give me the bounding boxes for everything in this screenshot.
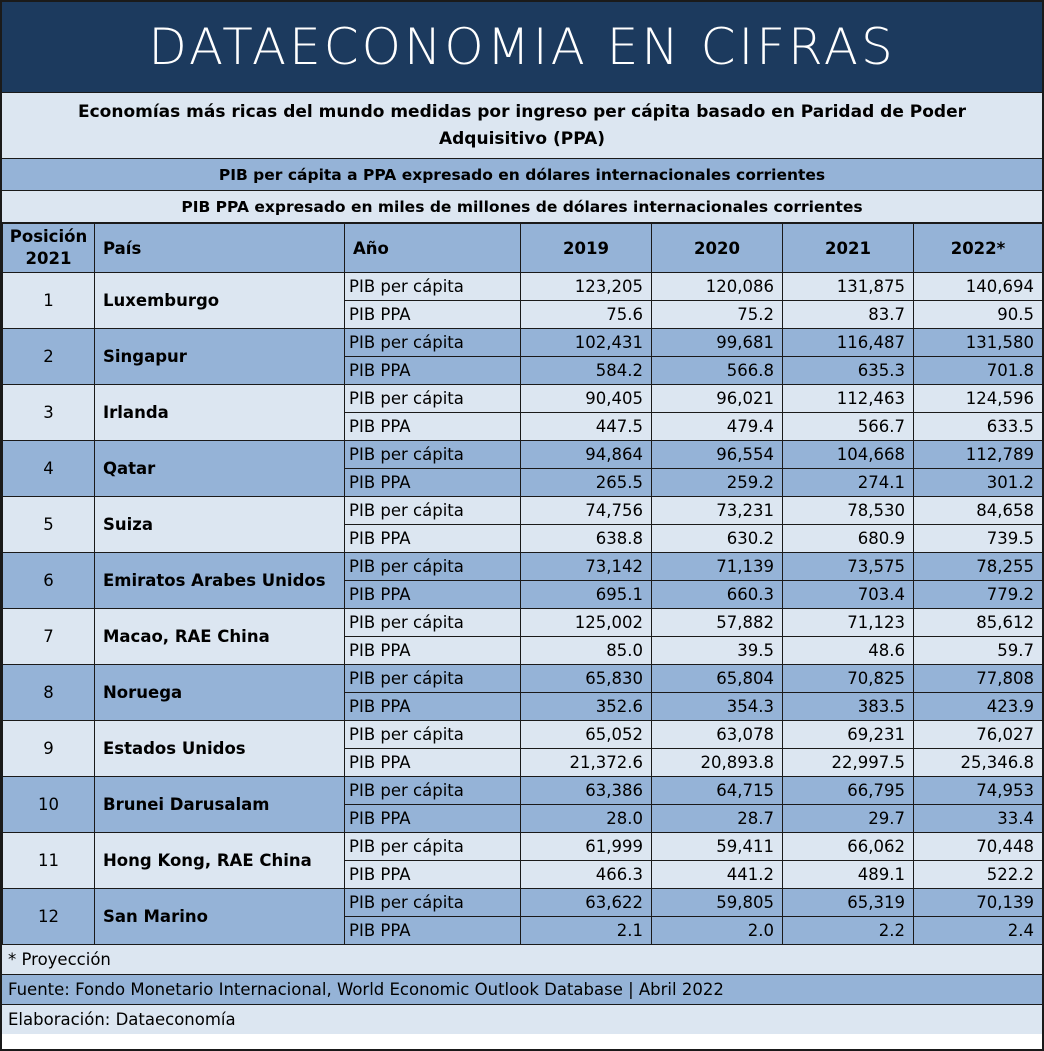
value-cell: 102,431 — [521, 329, 652, 357]
rank-cell: 12 — [3, 889, 95, 945]
value-cell: 120,086 — [652, 273, 783, 301]
table-row — [3, 329, 1043, 357]
value-cell: 638.8 — [521, 525, 652, 553]
value-cell: 75.2 — [652, 301, 783, 329]
value-cell: 116,487 — [783, 329, 914, 357]
rank-cell: 1 — [3, 273, 95, 329]
table-body — [3, 273, 1043, 945]
value-cell: 85,612 — [914, 609, 1043, 637]
rank-cell: 5 — [3, 497, 95, 553]
table-row — [3, 609, 1043, 637]
footnote-credit: Elaboración: Dataeconomía — [2, 1005, 1042, 1034]
value-cell: 84,658 — [914, 497, 1043, 525]
header-country: País — [95, 224, 345, 273]
table-row — [3, 665, 1043, 693]
header-row — [3, 224, 1043, 273]
footnote-projection: * Proyección — [2, 945, 1042, 975]
value-cell: 63,386 — [521, 777, 652, 805]
metric-ppa-label: PIB PPA — [345, 637, 521, 665]
value-cell: 64,715 — [652, 777, 783, 805]
value-cell: 265.5 — [521, 469, 652, 497]
rank-cell: 7 — [3, 609, 95, 665]
table-row — [3, 553, 1043, 581]
value-cell: 125,002 — [521, 609, 652, 637]
value-cell: 70,139 — [914, 889, 1043, 917]
metric-ppa-label: PIB PPA — [345, 581, 521, 609]
table-row — [3, 721, 1043, 749]
value-cell: 20,893.8 — [652, 749, 783, 777]
value-cell: 2.2 — [783, 917, 914, 945]
metric-per-capita-label: PIB per cápita — [345, 721, 521, 749]
value-cell: 29.7 — [783, 805, 914, 833]
country-cell: Macao, RAE China — [95, 609, 345, 665]
country-cell: Singapur — [95, 329, 345, 385]
value-cell: 352.6 — [521, 693, 652, 721]
value-cell: 423.9 — [914, 693, 1043, 721]
country-cell: Luxemburgo — [95, 273, 345, 329]
value-cell: 73,575 — [783, 553, 914, 581]
value-cell: 59,411 — [652, 833, 783, 861]
value-cell: 74,756 — [521, 497, 652, 525]
value-cell: 70,448 — [914, 833, 1043, 861]
value-cell: 66,795 — [783, 777, 914, 805]
country-cell: San Marino — [95, 889, 345, 945]
value-cell: 779.2 — [914, 581, 1043, 609]
table-row — [3, 833, 1043, 861]
rank-cell: 10 — [3, 777, 95, 833]
country-cell: Noruega — [95, 665, 345, 721]
country-cell: Qatar — [95, 441, 345, 497]
header-year: Año — [345, 224, 521, 273]
metric-ppa-label: PIB PPA — [345, 749, 521, 777]
metric-per-capita-label: PIB per cápita — [345, 329, 521, 357]
table-row — [3, 441, 1043, 469]
metric-ppa-label: PIB PPA — [345, 917, 521, 945]
value-cell: 90.5 — [914, 301, 1043, 329]
value-cell: 660.3 — [652, 581, 783, 609]
value-cell: 33.4 — [914, 805, 1043, 833]
value-cell: 99,681 — [652, 329, 783, 357]
value-cell: 83.7 — [783, 301, 914, 329]
value-cell: 78,530 — [783, 497, 914, 525]
note-band-ppa: PIB PPA expresado en miles de millones de dólares internacionales corrientes — [2, 191, 1042, 223]
value-cell: 112,789 — [914, 441, 1043, 469]
value-cell: 680.9 — [783, 525, 914, 553]
value-cell: 71,123 — [783, 609, 914, 637]
value-cell: 441.2 — [652, 861, 783, 889]
value-cell: 695.1 — [521, 581, 652, 609]
value-cell: 65,830 — [521, 665, 652, 693]
value-cell: 76,027 — [914, 721, 1043, 749]
table-subtitle: Economías más ricas del mundo medidas por ingreso per cápita basado en Paridad de Poder Adquisitivo (PPA) — [2, 93, 1042, 159]
value-cell: 39.5 — [652, 637, 783, 665]
metric-per-capita-label: PIB per cápita — [345, 273, 521, 301]
value-cell: 584.2 — [521, 357, 652, 385]
country-cell: Brunei Darusalam — [95, 777, 345, 833]
value-cell: 69,231 — [783, 721, 914, 749]
value-cell: 566.8 — [652, 357, 783, 385]
value-cell: 522.2 — [914, 861, 1043, 889]
value-cell: 85.0 — [521, 637, 652, 665]
value-cell: 2.1 — [521, 917, 652, 945]
table-row — [3, 497, 1043, 525]
value-cell: 112,463 — [783, 385, 914, 413]
value-cell: 633.5 — [914, 413, 1043, 441]
metric-ppa-label: PIB PPA — [345, 357, 521, 385]
value-cell: 447.5 — [521, 413, 652, 441]
value-cell: 140,694 — [914, 273, 1043, 301]
metric-ppa-label: PIB PPA — [345, 693, 521, 721]
country-cell: Emiratos Arabes Unidos — [95, 553, 345, 609]
value-cell: 48.6 — [783, 637, 914, 665]
value-cell: 566.7 — [783, 413, 914, 441]
metric-ppa-label: PIB PPA — [345, 469, 521, 497]
header-2021: 2021 — [783, 224, 914, 273]
value-cell: 70,825 — [783, 665, 914, 693]
metric-ppa-label: PIB PPA — [345, 805, 521, 833]
table-row — [3, 273, 1043, 301]
rank-cell: 9 — [3, 721, 95, 777]
value-cell: 124,596 — [914, 385, 1043, 413]
country-cell: Estados Unidos — [95, 721, 345, 777]
banner — [2, 2, 1042, 93]
value-cell: 131,580 — [914, 329, 1043, 357]
metric-per-capita-label: PIB per cápita — [345, 609, 521, 637]
value-cell: 65,052 — [521, 721, 652, 749]
value-cell: 65,804 — [652, 665, 783, 693]
value-cell: 635.3 — [783, 357, 914, 385]
note-band-per-capita: PIB per cápita a PPA expresado en dólares internacionales corrientes — [2, 159, 1042, 191]
value-cell: 28.7 — [652, 805, 783, 833]
metric-per-capita-label: PIB per cápita — [345, 553, 521, 581]
value-cell: 66,062 — [783, 833, 914, 861]
value-cell: 73,231 — [652, 497, 783, 525]
value-cell: 90,405 — [521, 385, 652, 413]
value-cell: 479.4 — [652, 413, 783, 441]
banner-title: DATAECONOMIA EN CIFRAS — [148, 18, 896, 76]
table-row — [3, 777, 1043, 805]
value-cell: 25,346.8 — [914, 749, 1043, 777]
value-cell: 489.1 — [783, 861, 914, 889]
metric-ppa-label: PIB PPA — [345, 301, 521, 329]
value-cell: 383.5 — [783, 693, 914, 721]
metric-per-capita-label: PIB per cápita — [345, 777, 521, 805]
value-cell: 59.7 — [914, 637, 1043, 665]
value-cell: 2.0 — [652, 917, 783, 945]
value-cell: 94,864 — [521, 441, 652, 469]
value-cell: 74,953 — [914, 777, 1043, 805]
metric-per-capita-label: PIB per cápita — [345, 497, 521, 525]
header-2020: 2020 — [652, 224, 783, 273]
metric-per-capita-label: PIB per cápita — [345, 385, 521, 413]
value-cell: 466.3 — [521, 861, 652, 889]
value-cell: 65,319 — [783, 889, 914, 917]
value-cell: 354.3 — [652, 693, 783, 721]
metric-per-capita-label: PIB per cápita — [345, 441, 521, 469]
value-cell: 739.5 — [914, 525, 1043, 553]
rank-cell: 8 — [3, 665, 95, 721]
country-cell: Hong Kong, RAE China — [95, 833, 345, 889]
footnote-source: Fuente: Fondo Monetario Internacional, World Economic Outlook Database | Abril 2022 — [2, 975, 1042, 1005]
metric-per-capita-label: PIB per cápita — [345, 665, 521, 693]
rank-cell: 4 — [3, 441, 95, 497]
value-cell: 75.6 — [521, 301, 652, 329]
value-cell: 301.2 — [914, 469, 1043, 497]
value-cell: 2.4 — [914, 917, 1043, 945]
value-cell: 78,255 — [914, 553, 1043, 581]
value-cell: 63,622 — [521, 889, 652, 917]
header-2022: 2022* — [914, 224, 1043, 273]
value-cell: 131,875 — [783, 273, 914, 301]
value-cell: 28.0 — [521, 805, 652, 833]
table-row — [3, 889, 1043, 917]
metric-ppa-label: PIB PPA — [345, 413, 521, 441]
value-cell: 96,021 — [652, 385, 783, 413]
value-cell: 21,372.6 — [521, 749, 652, 777]
value-cell: 73,142 — [521, 553, 652, 581]
rank-cell: 11 — [3, 833, 95, 889]
value-cell: 96,554 — [652, 441, 783, 469]
value-cell: 57,882 — [652, 609, 783, 637]
value-cell: 274.1 — [783, 469, 914, 497]
country-cell: Irlanda — [95, 385, 345, 441]
gdp-table — [2, 223, 1043, 945]
value-cell: 701.8 — [914, 357, 1043, 385]
country-cell: Suiza — [95, 497, 345, 553]
rank-cell: 3 — [3, 385, 95, 441]
value-cell: 63,078 — [652, 721, 783, 749]
rank-cell: 6 — [3, 553, 95, 609]
value-cell: 703.4 — [783, 581, 914, 609]
value-cell: 61,999 — [521, 833, 652, 861]
rank-cell: 2 — [3, 329, 95, 385]
value-cell: 22,997.5 — [783, 749, 914, 777]
value-cell: 259.2 — [652, 469, 783, 497]
value-cell: 104,668 — [783, 441, 914, 469]
table-row — [3, 385, 1043, 413]
value-cell: 77,808 — [914, 665, 1043, 693]
metric-per-capita-label: PIB per cápita — [345, 889, 521, 917]
metric-per-capita-label: PIB per cápita — [345, 833, 521, 861]
value-cell: 123,205 — [521, 273, 652, 301]
value-cell: 71,139 — [652, 553, 783, 581]
value-cell: 630.2 — [652, 525, 783, 553]
header-2019: 2019 — [521, 224, 652, 273]
metric-ppa-label: PIB PPA — [345, 525, 521, 553]
value-cell: 59,805 — [652, 889, 783, 917]
header-position: Posición 2021 — [3, 224, 95, 273]
metric-ppa-label: PIB PPA — [345, 861, 521, 889]
